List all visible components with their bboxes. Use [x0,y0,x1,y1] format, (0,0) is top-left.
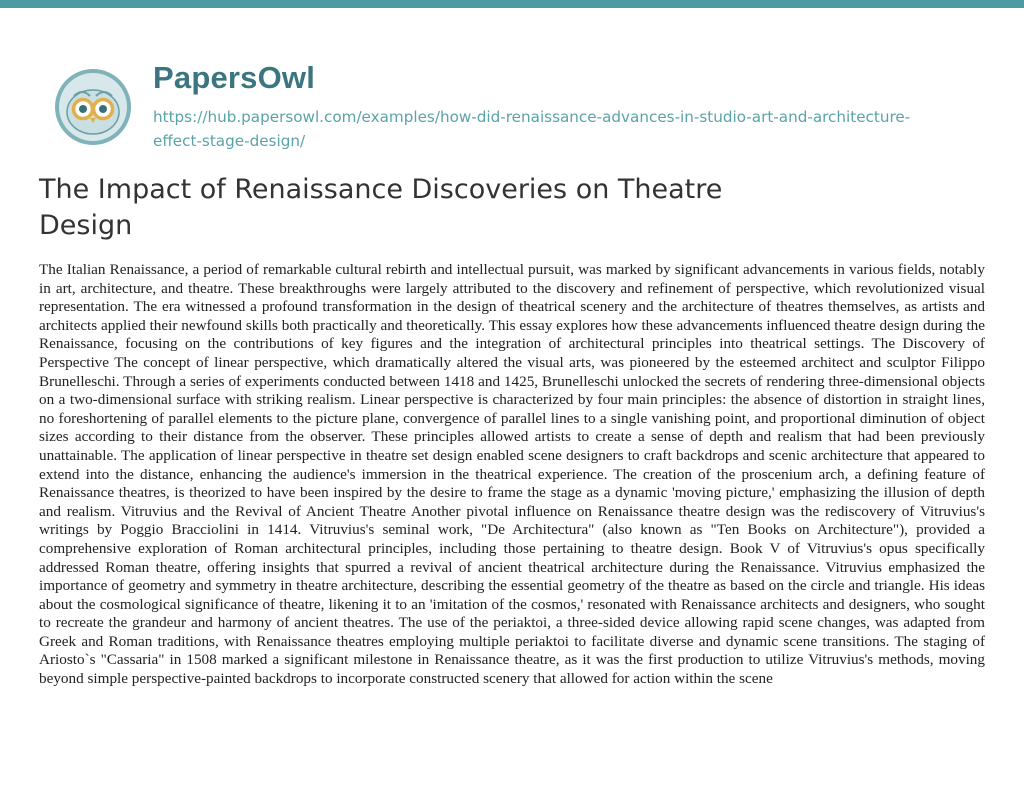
top-accent-bar [0,0,1024,8]
owl-icon[interactable] [52,66,134,148]
source-url-link[interactable]: https://hub.papersowl.com/examples/how-did-renaissance-advances-in-studio-art-and-architecture-effect-stage-design/ [153,108,911,150]
article-title: The Impact of Renaissance Discoveries on Theatre Design [39,174,723,241]
site-header [0,8,1024,168]
brand-name[interactable]: PapersOwl [153,60,316,95]
article-body: The Italian Renaissance, a period of remarkable cultural rebirth and intellectual pursuit, was marked by significant advancements in various fields, notably in art, architecture, and theatre. These breakthroughs were largely attributed to the discovery and refinement of perspective, which revolutionized visual representation. The era witnessed a profound transformation in the design of theatrical scenery and the architecture of theatres themselves, as artists and architects applied their newfound skills both practically and theoretically. This essay explores how these advancements influenced theatre design during the Renaissance, focusing on the contributions of key figures and the integration of architectural principles into theatrical settings. The Discovery of Perspective The concept of linear perspective, which dramatically altered the visual arts, was pioneered by the esteemed architect and sculptor Filippo Brunelleschi. Through a series of experiments conducted between 1418 and 1425, Brunelleschi unlocked the secrets of rendering three-dimensional objects on a two-dimensional surface with striking realism. Linear perspective is characterized by four main principles: the absence of distortion in straight lines, no foreshortening of parallel elements to the picture plane, convergence of parallel lines to a single vanishing point, and proportional diminution of object sizes according to their distance from the observer. These principles allowed artists to create a sense of depth and realism that had been previously unattainable. The application of linear perspective in theatre set design enabled scene designers to craft backdrops and scenic architecture that appeared to extend into the distance, enhancing the audience's immersion in the theatrical experience. The creation of the proscenium arch, a defining feature of Renaissance theatres, is theorized to have been inspired by the desire to frame the stage as a dynamic 'moving picture,' emphasizing the illusion of depth and realism. Vitruvius and the Revival of Ancient Theatre Another pivotal influence on Renaissance theatre design was the rediscovery of Vitruvius's writings by Poggio Bracciolini in 1414. Vitruvius's seminal work, "De Architectura" (also known as "Ten Books on Architecture"), provided a comprehensive exploration of Roman architectural principles, including those pertaining to theatre design. Book V of Vitruvius's opus specifically addressed Roman theatre, offering insights that spurred a revival of ancient theatrical architecture during the Renaissance. Vitruvius emphasized the importance of geometry and symmetry in theatre architecture, describing the essential geometry of the theatre as based on the circle and triangle. His ideas about the cosmological significance of theatre, likening it to an 'imitation of the cosmos,' resonated with Renaissance architects and designers, who sought to recreate the grandeur and harmony of ancient theatres. The use of the periaktoi, a three-sided device allowing rapid scene changes, was adapted from Greek and Roman traditions, with Renaissance theatres employing multiple periaktoi to facilitate diverse and dynamic scene transitions. The staging of Ariosto`s "Cassaria" in 1508 marked a significant milestone in Renaissance theatre, as it was the first production to utilize Vitruvius's methods, moving beyond simple perspective-painted backdrops to incorporate constructed scenery that allowed for action within the scene [39,261,985,688]
